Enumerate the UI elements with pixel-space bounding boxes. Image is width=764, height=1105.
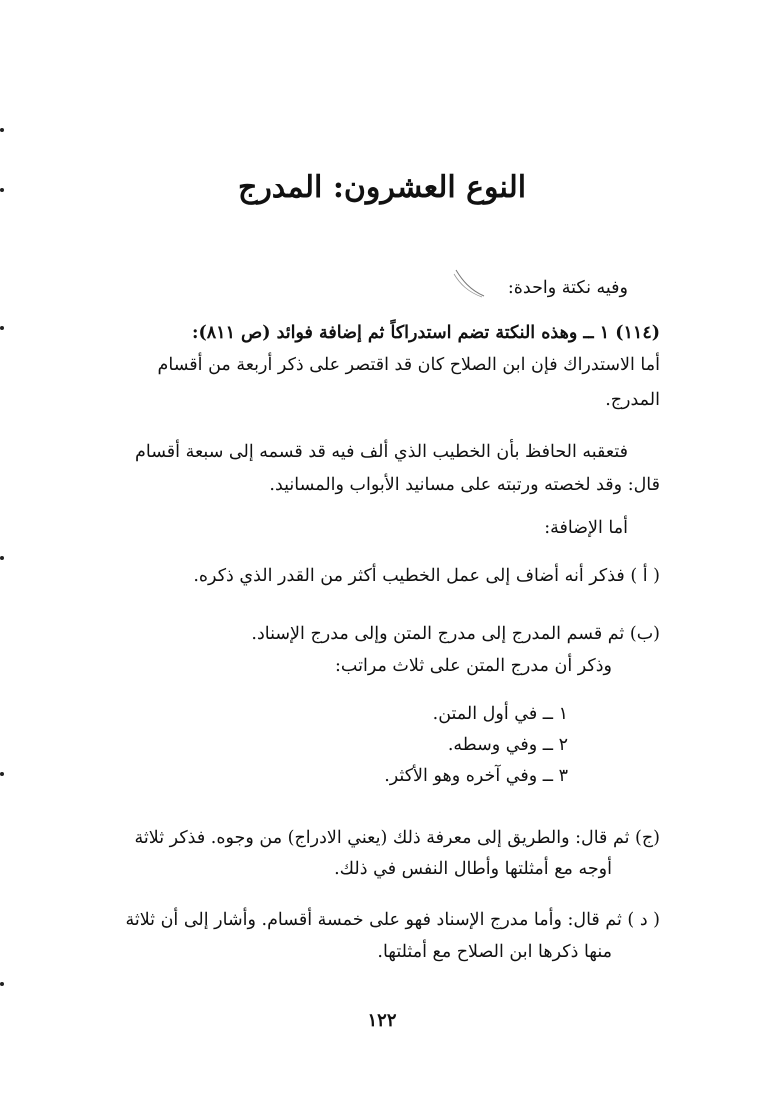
chapter-title: النوع العشرون: المدرج: [237, 170, 527, 205]
margin-mark: [0, 982, 4, 986]
pen-stroke-mark: [452, 268, 486, 298]
paragraph-line: المدرج.: [605, 390, 660, 410]
paragraph-line: فتعقبه الحافظ بأن الخطيب الذي ألف فيه قد قسمه إلى سبعة أقسام: [135, 442, 628, 462]
margin-mark: [0, 326, 4, 330]
margin-mark: [0, 772, 4, 776]
list-item-b: (ب) ثم قسم المدرج إلى مدرج المتن وإلى مدرج الإسناد.: [251, 624, 660, 644]
rank-item: ١ ــ في أول المتن.: [432, 704, 568, 724]
page-number: ١٢٢: [367, 1010, 397, 1031]
list-item-b-continuation: وذكر أن مدرج المتن على ثلاث مراتب:: [335, 656, 612, 676]
addition-label: أما الإضافة:: [544, 518, 628, 538]
margin-mark: [0, 556, 4, 560]
rank-item: ٢ ــ وفي وسطه.: [447, 735, 568, 755]
list-item-d-continuation: منها ذكرها ابن الصلاح مع أمثلتها.: [377, 942, 612, 962]
list-item-c-continuation: أوجه مع أمثلتها وأطال النفس في ذلك.: [334, 859, 612, 879]
list-item-d: ( د ) ثم قال: وأما مدرج الإسناد فهو على خمسة أقسام. وأشار إلى أن ثلاثة: [125, 910, 660, 930]
paragraph-line: قال: وقد لخصته ورتبته على مسانيد الأبواب والمسانيد.: [269, 475, 660, 495]
intro-line: وفيه نكتة واحدة:: [507, 278, 628, 298]
rank-item: ٣ ــ وفي آخره وهو الأكثر.: [384, 766, 568, 786]
paragraph-line: أما الاستدراك فإن ابن الصلاح كان قد اقتصر على ذكر أربعة من أقسام: [157, 355, 660, 375]
list-item-a: ( أ ) فذكر أنه أضاف إلى عمل الخطيب أكثر من القدر الذي ذكره.: [193, 566, 660, 586]
section-heading: (١١٤) ١ ــ وهذه النكتة تضم استدراكاً ثم إضافة فوائد (ص ٨١١):: [192, 323, 660, 343]
list-item-c: (ج) ثم قال: والطريق إلى معرفة ذلك (يعني الادراج) من وجوه. فذكر ثلاثة: [134, 828, 660, 848]
margin-mark: [0, 128, 4, 132]
